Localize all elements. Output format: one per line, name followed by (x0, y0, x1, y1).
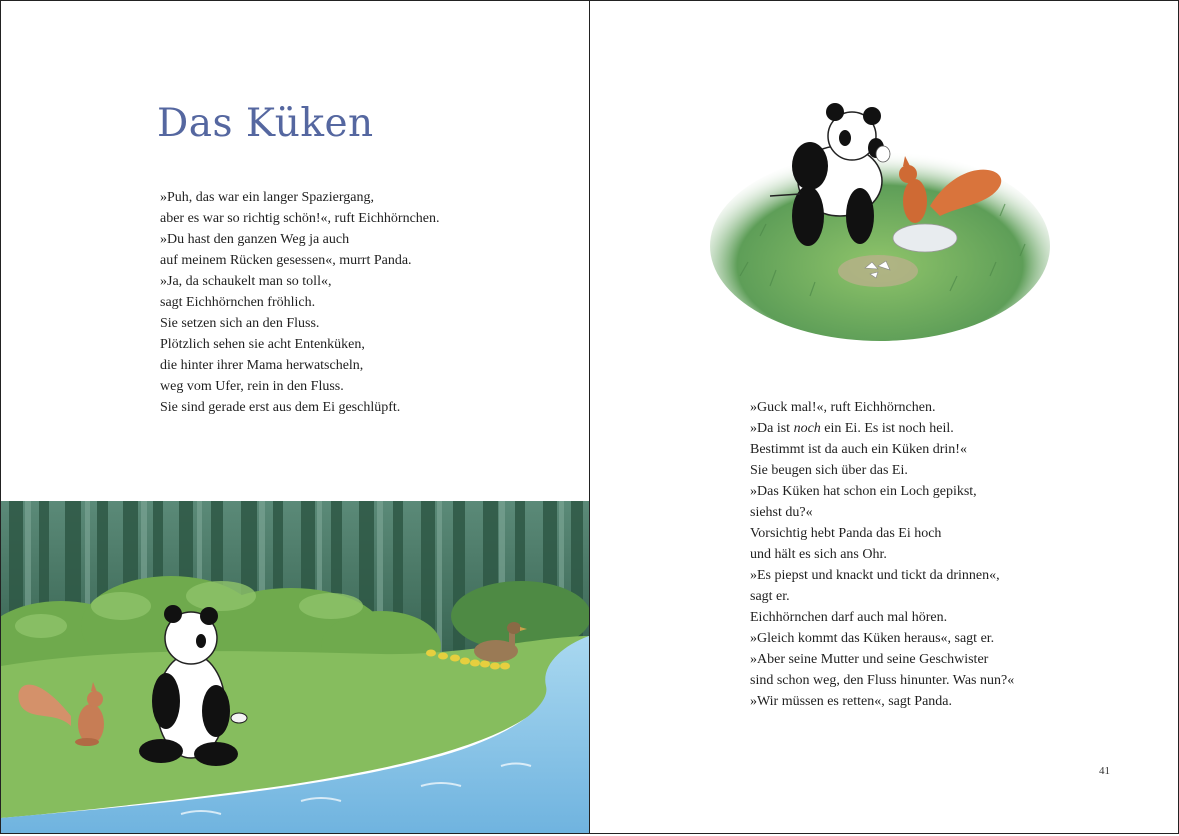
text-segment: »Guck mal!«, ruft Eichhörnchen. (750, 400, 936, 415)
text-line (750, 418, 1014, 439)
text-segment: ein Ei. Es ist noch heil. (820, 421, 954, 436)
nest (838, 255, 918, 287)
text-line: »Puh, das war ein langer Spaziergang, (160, 190, 374, 205)
text-line: Plötzlich sehen sie acht Entenküken, (160, 337, 365, 352)
right-page-text (750, 397, 1014, 712)
page-number: 41 (1099, 765, 1110, 777)
text-segment: »Aber seine Mutter und seine Geschwister (750, 652, 989, 667)
text-segment: sagt er. (750, 589, 790, 604)
text-line (750, 481, 1014, 502)
text-line (750, 649, 1014, 670)
text-line (750, 586, 1014, 607)
text-line: aber es war so richtig schön!«, ruft Eichhörnchen. (160, 211, 440, 226)
text-segment: Vorsichtig hebt Panda das Ei hoch (750, 526, 942, 541)
text-segment: Eichhörnchen darf auch mal hören. (750, 610, 948, 625)
text-line: weg vom Ufer, rein in den Fluss. (160, 379, 344, 394)
text-segment: sind schon weg, den Fluss hinunter. Was nun?« (750, 673, 1015, 688)
left-page-text (160, 187, 440, 418)
text-line (750, 439, 1014, 460)
text-line (750, 628, 1014, 649)
text-segment: »Es piepst und knackt und tickt da drinnen«, (750, 568, 1000, 583)
emphasized-word: noch (793, 421, 821, 436)
text-line (750, 397, 1014, 418)
text-line: Sie setzen sich an den Fluss. (160, 316, 320, 331)
text-line (750, 523, 1014, 544)
text-segment: »Da ist (750, 421, 794, 436)
panda-squirrel-egg-nest-illustration (700, 86, 1060, 346)
text-line (750, 565, 1014, 586)
text-line: »Ja, da schaukelt man so toll«, (160, 274, 332, 289)
panda-squirrel-duck-river-illustration (1, 496, 589, 834)
text-line (750, 460, 1014, 481)
text-segment: Sie beugen sich über das Ei. (750, 463, 908, 478)
text-segment: und hält es sich ans Ohr. (750, 547, 887, 562)
text-line (750, 607, 1014, 628)
text-line: »Du hast den ganzen Weg ja auch (160, 232, 350, 247)
text-line (750, 670, 1014, 691)
right-page (589, 0, 1179, 834)
text-segment: »Das Küken hat schon ein Loch gepikst, (750, 484, 977, 499)
chapter-title: Das Küken (157, 101, 374, 146)
left-page (0, 0, 590, 834)
text-line: Sie sind gerade erst aus dem Ei geschlüpft. (160, 400, 401, 415)
text-line (750, 544, 1014, 565)
text-segment: siehst du?« (750, 505, 813, 520)
text-segment: Bestimmt ist da auch ein Küken drin!« (750, 442, 967, 457)
text-segment: »Wir müssen es retten«, sagt Panda. (750, 694, 953, 709)
text-line: die hinter ihrer Mama herwatscheln, (160, 358, 364, 373)
text-segment: »Gleich kommt das Küken heraus«, sagt er. (750, 631, 995, 646)
text-line (750, 691, 1014, 712)
text-line: sagt Eichhörnchen fröhlich. (160, 295, 316, 310)
text-line (750, 502, 1014, 523)
rock (893, 224, 957, 252)
text-line: auf meinem Rücken gesessen«, murrt Panda. (160, 253, 412, 268)
